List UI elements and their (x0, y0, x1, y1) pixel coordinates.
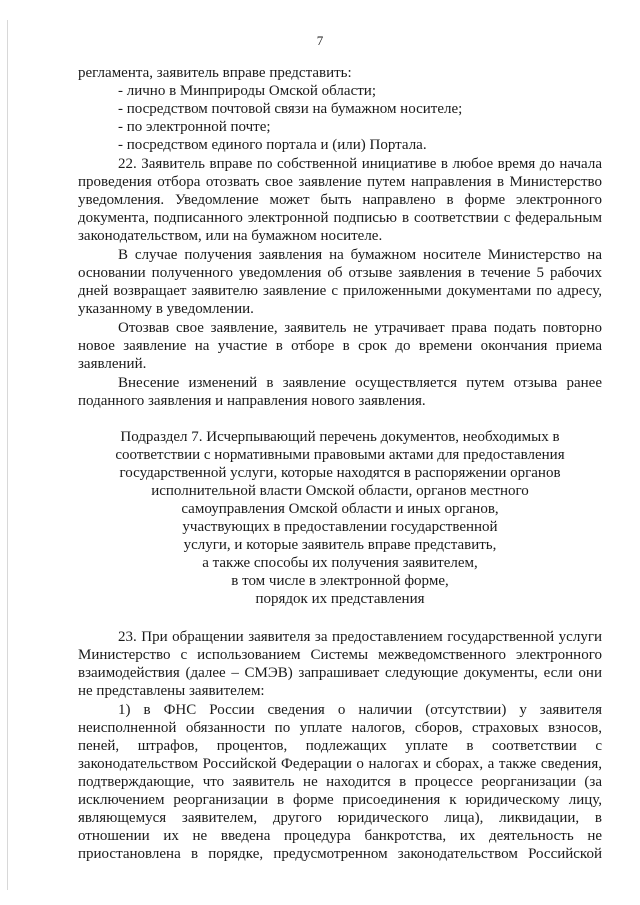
text-line: указанному в уведомлении. (78, 301, 254, 317)
text-line: проведения отбора отозвать свое заявление путем направления в Министерство (78, 174, 602, 190)
list-item: - посредством почтовой связи на бумажном носителе; (118, 101, 463, 117)
text-line: В случае получения заявления на бумажном носителе Министерство на (118, 247, 602, 263)
text-line: регламента, заявитель вправе представить: (78, 65, 352, 81)
text-line: документа, подписанного электронной подписью в соответствии с федеральным (78, 210, 602, 226)
text-line: дней возвращает заявителю заявление с приложенными документами по адресу, (78, 283, 602, 299)
section-heading-line: Подраздел 7. Исчерпывающий перечень документов, необходимых в (120, 429, 560, 445)
scan-margin-line (7, 20, 8, 890)
text-line: основании полученного уведомления об отзыве заявления в течение 5 рабочих (78, 265, 602, 281)
text-line: приостановлена в порядке, предусмотренном законодательством Российской (78, 846, 602, 862)
text-line: заявлений. (78, 356, 147, 372)
text-line: отношении их не введена процедура банкротства, их деятельность не (78, 828, 602, 844)
text-line: Внесение изменений в заявление осуществляется путем отзыва ранее (118, 375, 602, 391)
text-line: Отозвав свое заявление, заявитель не утрачивает права подать повторно (118, 320, 602, 336)
section-heading-line: а также способы их получения заявителем, (202, 555, 478, 571)
text-line: законодательством Российской Федерации о налогах и сборах, а также сведения, (78, 756, 602, 772)
text-line: пеней, штрафов, процентов, подлежащих уплате в соответствии с (78, 738, 602, 754)
text-line: 23. При обращении заявителя за предоставлением государственной услуги (118, 629, 602, 645)
text-line: 1) в ФНС России сведения о наличии (отсутствии) у заявителя (118, 702, 602, 718)
page-number: 7 (316, 33, 324, 48)
section-heading-line: порядок их представления (255, 591, 425, 607)
list-item: - посредством единого портала и (или) Портала. (118, 137, 427, 153)
section-heading-line: государственной услуги, которые находятся в распоряжении органов (119, 465, 561, 481)
text-line: неисполненной обязанности по уплате налогов, сборов, страховых взносов, (78, 720, 602, 736)
section-heading-line: самоуправления Омской области и иных органов, (181, 501, 499, 517)
section-heading-line: участвующих в предоставлении государственной (182, 519, 498, 535)
text-line: 22. Заявитель вправе по собственной инициативе в любое время до начала (118, 156, 602, 172)
text-line: подтверждающие, что заявитель не находится в процессе реорганизации (за (78, 774, 602, 790)
section-heading-line: в том числе в электронной форме, (231, 573, 449, 589)
text-line: не представлены заявителем: (78, 683, 265, 699)
section-heading-line: исполнительной власти Омской области, органов местного (151, 483, 529, 499)
text-line: законодательством, или на бумажном носителе. (78, 228, 383, 244)
text-line: являющемуся заявителем, другого юридического лица), ликвидации, в (78, 810, 602, 826)
section-heading-line: соответствии с нормативными правовыми актами для предоставления (115, 447, 565, 463)
text-line: Министерство с использованием Системы межведомственного электронного (78, 647, 602, 663)
text-line: поданного заявления и направления нового заявления. (78, 393, 426, 409)
section-heading-line: услуги, и которые заявитель вправе представить, (183, 537, 497, 553)
text-line: взаимодействия (далее – СМЭВ) запрашивает следующие документы, если они (78, 665, 602, 681)
text-line: исключением реорганизации в форме присоединения к юридическому лицу, (78, 792, 602, 808)
text-line: уведомления. Уведомление может быть направлено в форме электронного (78, 192, 602, 208)
list-item: - по электронной почте; (118, 119, 271, 135)
list-item: - лично в Минприроды Омской области; (118, 83, 376, 99)
text-line: новое заявление на участие в отборе в срок до времени окончания приема (78, 338, 602, 354)
